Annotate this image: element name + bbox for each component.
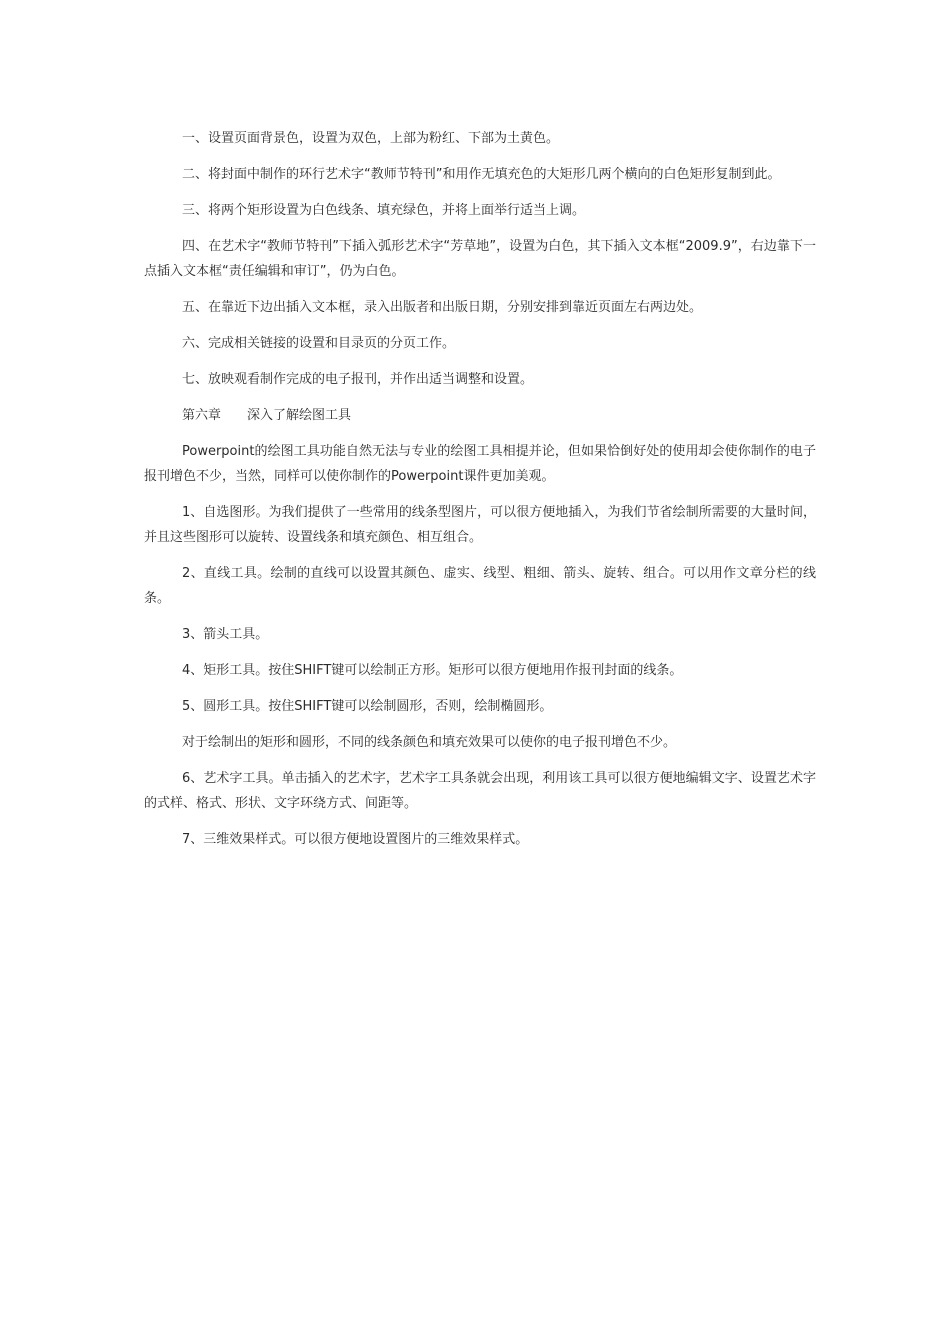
paragraph-step-5: 五、在靠近下边出插入文本框，录入出版者和出版日期，分别安排到靠近页面左右两边处。: [182, 300, 703, 315]
paragraph-tool-5: 5、圆形工具。按住SHIFT键可以绘制圆形，否则，绘制椭圆形。: [182, 699, 553, 714]
paragraph-intro: Powerpoint的绘图工具功能自然无法与专业的绘图工具相提并论，但如果恰倒好处的使用却会使你制作的电子报刊增色不少，当然，同样可以使你制作的Powerpoint课件更加美观。: [144, 444, 816, 484]
paragraph-tool-2: 2、直线工具。绘制的直线可以设置其颜色、虚实、线型、粗细、箭头、旋转、组合。可以用作文章分栏的线条。: [144, 566, 816, 606]
paragraph-tool-7: 7、三维效果样式。可以很方便地设置图片的三维效果样式。: [182, 832, 529, 847]
paragraph-step-2: 二、将封面中制作的环行艺术字“教师节特刊”和用作无填充色的大矩形几两个横向的白色矩形复制到此。: [182, 167, 781, 182]
paragraph-tool-3: 3、箭头工具。: [182, 627, 269, 642]
paragraph-step-4: 四、在艺术字“教师节特刊”下插入弧形艺术字“芳草地”，设置为白色，其下插入文本框“2009.9”，右边靠下一点插入文本框“责任编辑和审订”，仍为白色。: [144, 239, 816, 279]
paragraph-step-6: 六、完成相关链接的设置和目录页的分页工作。: [182, 336, 456, 351]
paragraph-step-3: 三、将两个矩形设置为白色线条、填充绿色，并将上面举行适当上调。: [182, 203, 586, 218]
paragraph-step-7: 七、放映观看制作完成的电子报刊，并作出适当调整和设置。: [182, 372, 534, 387]
paragraph-tool-1: 1、自选图形。为我们提供了一些常用的线条型图片，可以很方便地插入，为我们节省绘制所需要的大量时间，并且这些图形可以旋转、设置线条和填充颜色、相互组合。: [144, 505, 816, 545]
paragraph-tool-6: 6、艺术字工具。单击插入的艺术字，艺术字工具条就会出现，利用该工具可以很方便地编辑文字、设置艺术字的式样、格式、形状、文字环绕方式、间距等。: [144, 771, 816, 811]
paragraph-step-1: 一、设置页面背景色，设置为双色，上部为粉红、下部为土黄色。: [182, 131, 560, 146]
document-body: [144, 126, 816, 863]
paragraph-note: 对于绘制出的矩形和圆形，不同的线条颜色和填充效果可以使你的电子报刊增色不少。: [182, 735, 677, 750]
paragraph-tool-4: 4、矩形工具。按住SHIFT键可以绘制正方形。矩形可以很方便地用作报刊封面的线条。: [182, 663, 683, 678]
chapter-heading: 第六章 深入了解绘图工具: [182, 408, 352, 423]
